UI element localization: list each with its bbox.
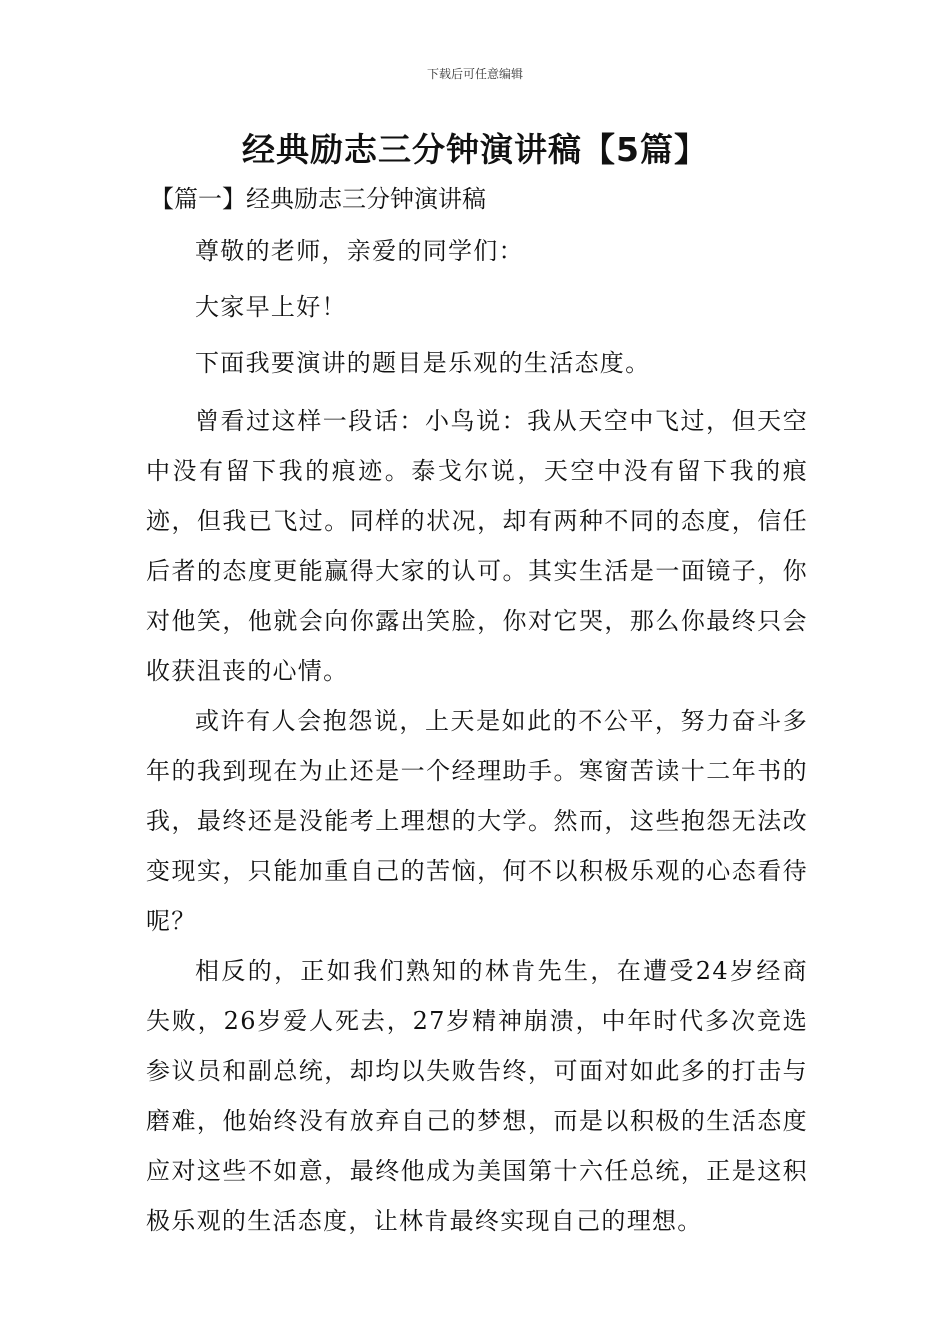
document-body	[146, 228, 808, 1246]
paragraph-body: 曾看过这样一段话：小鸟说：我从天空中飞过，但天空中没有留下我的痕迹。泰戈尔说，天空中没有留下我的痕迹，但我已飞过。同样的状况，却有两种不同的态度，信任后者的态度更能赢得大家的认可。其实生活是一面镜子，你对他笑，他就会向你露出笑脸，你对它哭，那么你最终只会收获沮丧的心情。	[146, 407, 808, 685]
paragraph-body: 或许有人会抱怨说，上天是如此的不公平，努力奋斗多年的我到现在为止还是一个经理助手。寒窗苦读十二年书的我，最终还是没能考上理想的大学。然而，这些抱怨无法改变现实，只能加重自己的苦恼，何不以积极乐观的心态看待呢？	[146, 707, 808, 935]
section-heading: 【篇一】经典励志三分钟演讲稿	[150, 185, 486, 213]
paragraph-topic: 下面我要演讲的题目是乐观的生活态度。	[195, 349, 651, 377]
paragraph-body: 相反的，正如我们熟知的林肯先生，在遭受24岁经商失败，26岁爱人死去，27岁精神崩溃，中年时代多次竞选参议员和副总统，却均以失败告终，可面对如此多的打击与磨难，他始终没有放弃自己的梦想，而是以积极的生活态度应对这些不如意，最终他成为美国第十六任总统，正是这积极乐观的生活态度，让林肯最终实现自己的理想。	[146, 957, 808, 1235]
paragraph-greeting: 大家早上好！	[195, 293, 347, 321]
paragraph-salutation: 尊敬的老师，亲爱的同学们：	[195, 237, 524, 265]
document-title: 经典励志三分钟演讲稿【5篇】	[242, 130, 708, 169]
header-note: 下载后可任意编辑	[426, 67, 523, 81]
